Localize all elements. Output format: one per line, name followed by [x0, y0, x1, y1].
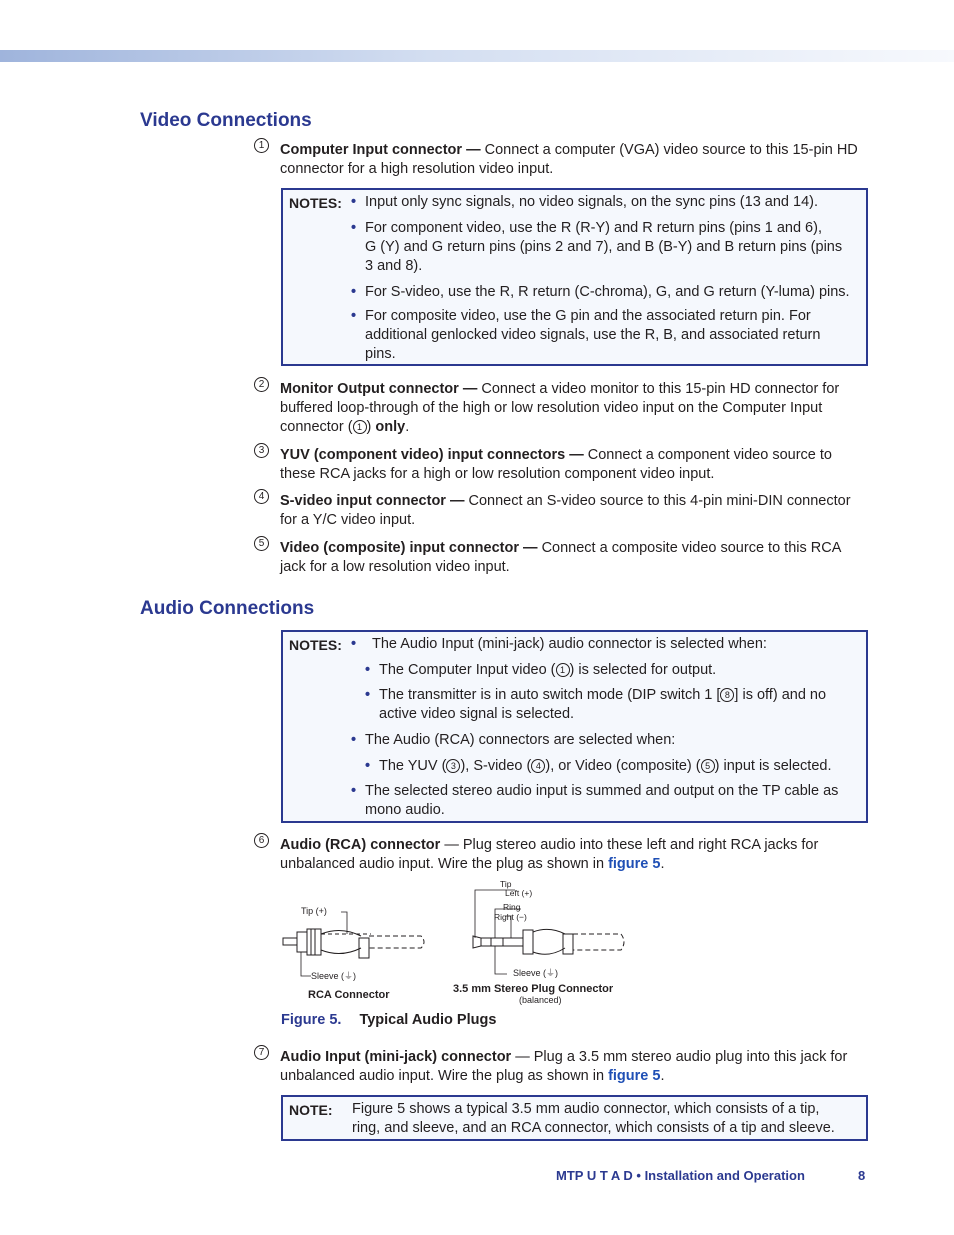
notes-label: NOTES: — [289, 637, 342, 653]
video-notes-box — [281, 188, 868, 366]
item-text: Connect an S-video source to this 4-pin mini-DIN connector for a Y/C video input. — [280, 493, 851, 528]
item-text: Connect a video monitor to this 15-pin HD connector for buffered loop-through of the high or low resolution video input on the Computer Input connector ( — [280, 381, 840, 435]
item-title: YUV (component video) input connectors — — [280, 447, 584, 463]
audio-connections-heading: Audio Connections — [140, 598, 315, 619]
stereo-left-label: Left (+) — [505, 888, 533, 898]
callout-4-icon: 4 — [531, 759, 545, 773]
stereo-right-label: Right (−) — [494, 912, 527, 922]
callout-1-icon: 1 — [254, 138, 269, 153]
callout-1-icon: 1 — [556, 663, 570, 677]
item-title: Computer Input connector — — [280, 142, 481, 158]
rca-tip-label: Tip (+) — [301, 906, 327, 916]
note-line-cont: additional genlocked video signals, use the R, B, and associated return — [365, 327, 821, 343]
stereo-ring-label: Ring — [503, 902, 521, 912]
item-title: Audio Input (mini-jack) connector — [280, 1049, 512, 1065]
figure-label: Figure 5. — [281, 1012, 342, 1028]
callout-5-icon: 5 — [254, 536, 269, 551]
callout-4-icon: 4 — [254, 489, 269, 504]
item-text: Connect a component video source to these RCA jacks for a high or low resolution component video input. — [280, 447, 832, 482]
figure-5-link[interactable]: figure 5 — [608, 856, 661, 872]
item-composite-input — [254, 539, 866, 577]
callout-2-icon: 2 — [254, 377, 269, 392]
stereo-plug-icon — [473, 929, 624, 954]
note-line-cont: active video signal is selected. — [379, 706, 575, 722]
rca-sleeve-label: Sleeve ( — [311, 971, 345, 981]
note-line: • The selected stereo audio input is summed and output on the TP cable as — [351, 783, 839, 799]
note-line: • Input only sync signals, no video signals, on the sync pins (13 and 14). — [351, 194, 818, 210]
audio-notes-box — [281, 630, 868, 823]
callout-3-icon: 3 — [446, 759, 460, 773]
note-line: • For component video, use the R (R-Y) and R return pins (pins 1 and 6), — [351, 220, 822, 236]
callout-7-icon: 7 — [254, 1045, 269, 1060]
note-line-cont: G (Y) and G return pins (pins 2 and 7), and B (B-Y) and B return pins (pins — [365, 239, 843, 255]
item-text: — Plug a 3.5 mm stereo audio plug into this jack for unbalanced audio input. Wire the plug as shown in — [280, 1049, 848, 1084]
note-subline: • The Computer Input video ( 1 ) is selected for output. — [365, 662, 717, 678]
item-title: Monitor Output connector — — [280, 381, 478, 397]
note-line: • For composite video, use the G pin and the associated return pin. For — [351, 308, 811, 324]
item-audio-rca: 6 Audio (RCA) connector — Plug stereo audio into these left and right RCA jacks for unbalanced audio input. Wire the plug as shown in figure 5. — [254, 836, 866, 874]
rca-connector-icon — [283, 929, 424, 958]
ground-icon: ⏚ — [344, 971, 354, 981]
only-emphasis: only — [375, 419, 406, 435]
callout-1-icon: 1 — [353, 420, 367, 434]
note-subline: • The YUV ( 3 ), S-video ( 4 ), or Video (composite) ( 5 ) input is selected. — [365, 758, 832, 774]
callout-6-icon: 6 — [254, 833, 269, 848]
item-computer-input — [254, 141, 866, 179]
note-line: Figure 5 shows a typical 3.5 mm audio connector, which consists of a tip, — [352, 1101, 820, 1117]
item-title: Audio (RCA) connector — [280, 837, 441, 853]
note-line-cont: 3 and 8). — [365, 258, 423, 274]
video-connections-heading: Video Connections — [140, 110, 312, 131]
item-title: S-video input connector — — [280, 493, 465, 509]
notes-label: NOTES: — [289, 195, 342, 211]
note-line-cont: ring, and sleeve, and an RCA connector, which consists of a tip and sleeve. — [352, 1120, 835, 1136]
rca-caption: RCA Connector — [308, 989, 390, 1001]
item-text: Connect a computer (VGA) video source to this 15-pin HD connector for a high resolution video input. — [280, 142, 858, 177]
stereo-caption: 3.5 mm Stereo Plug Connector — [453, 983, 614, 995]
item-text: Connect a composite video source to this RCA jack for a low resolution video input. — [280, 540, 841, 575]
note-line: • For S-video, use the R, R return (C-chroma), G, and G return (Y-luma) pins. — [351, 284, 850, 300]
note-subline: • The transmitter is in auto switch mode (DIP switch 1 [ 8 ] is off) and no — [365, 687, 827, 703]
note-line: • The Audio Input (mini-jack) audio connector is selected when: — [351, 636, 767, 652]
figure-5-link[interactable]: figure 5 — [608, 1068, 661, 1084]
callout-8-icon: 8 — [720, 688, 734, 702]
stereo-sleeve-label: Sleeve ( — [513, 968, 547, 978]
page-number: 8 — [858, 1168, 866, 1183]
item-title: Video (composite) input connector — — [280, 540, 538, 556]
item-yuv-input — [254, 446, 866, 484]
final-note-box — [281, 1095, 868, 1141]
item-svideo-input — [254, 492, 866, 530]
figure-5-diagram — [281, 876, 671, 1006]
note-line-cont: mono audio. — [365, 802, 445, 818]
ground-icon: ⏚ — [546, 968, 556, 978]
svg-text:Sleeve (⏚): Sleeve (⏚) — [513, 968, 559, 978]
stereo-tip-label: Tip — [500, 879, 512, 889]
item-text: — Plug stereo audio into these left and right RCA jacks for unbalanced audio input. Wire the plug as shown in — [280, 837, 819, 872]
top-gradient-bar — [0, 50, 954, 62]
note-line-cont: pins. — [365, 346, 396, 362]
figure-caption — [281, 1012, 496, 1028]
figure-title: Typical Audio Plugs — [359, 1012, 497, 1028]
callout-3-icon: 3 — [254, 443, 269, 458]
svg-text:Sleeve (⏚): Sleeve (⏚) — [311, 971, 357, 981]
item-monitor-output: 2 Monitor Output connector — Connect a video monitor to this 15-pin HD connector for buffered loop-through of the high or low resolution video input on the Computer Input connector ( 1 ) only. — [254, 380, 866, 437]
stereo-subcaption: (balanced) — [519, 995, 562, 1005]
note-line: • The Audio (RCA) connectors are selected when: — [351, 732, 676, 748]
callout-5-icon: 5 — [701, 759, 715, 773]
footer-text: MTP U T A D • Installation and Operation — [556, 1168, 805, 1183]
note-label: NOTE: — [289, 1102, 333, 1118]
item-audio-minijack: 7 Audio Input (mini-jack) connector — Plug a 3.5 mm stereo audio plug into this jack for unbalanced audio input. Wire the plug as shown in figure 5. — [254, 1048, 866, 1086]
